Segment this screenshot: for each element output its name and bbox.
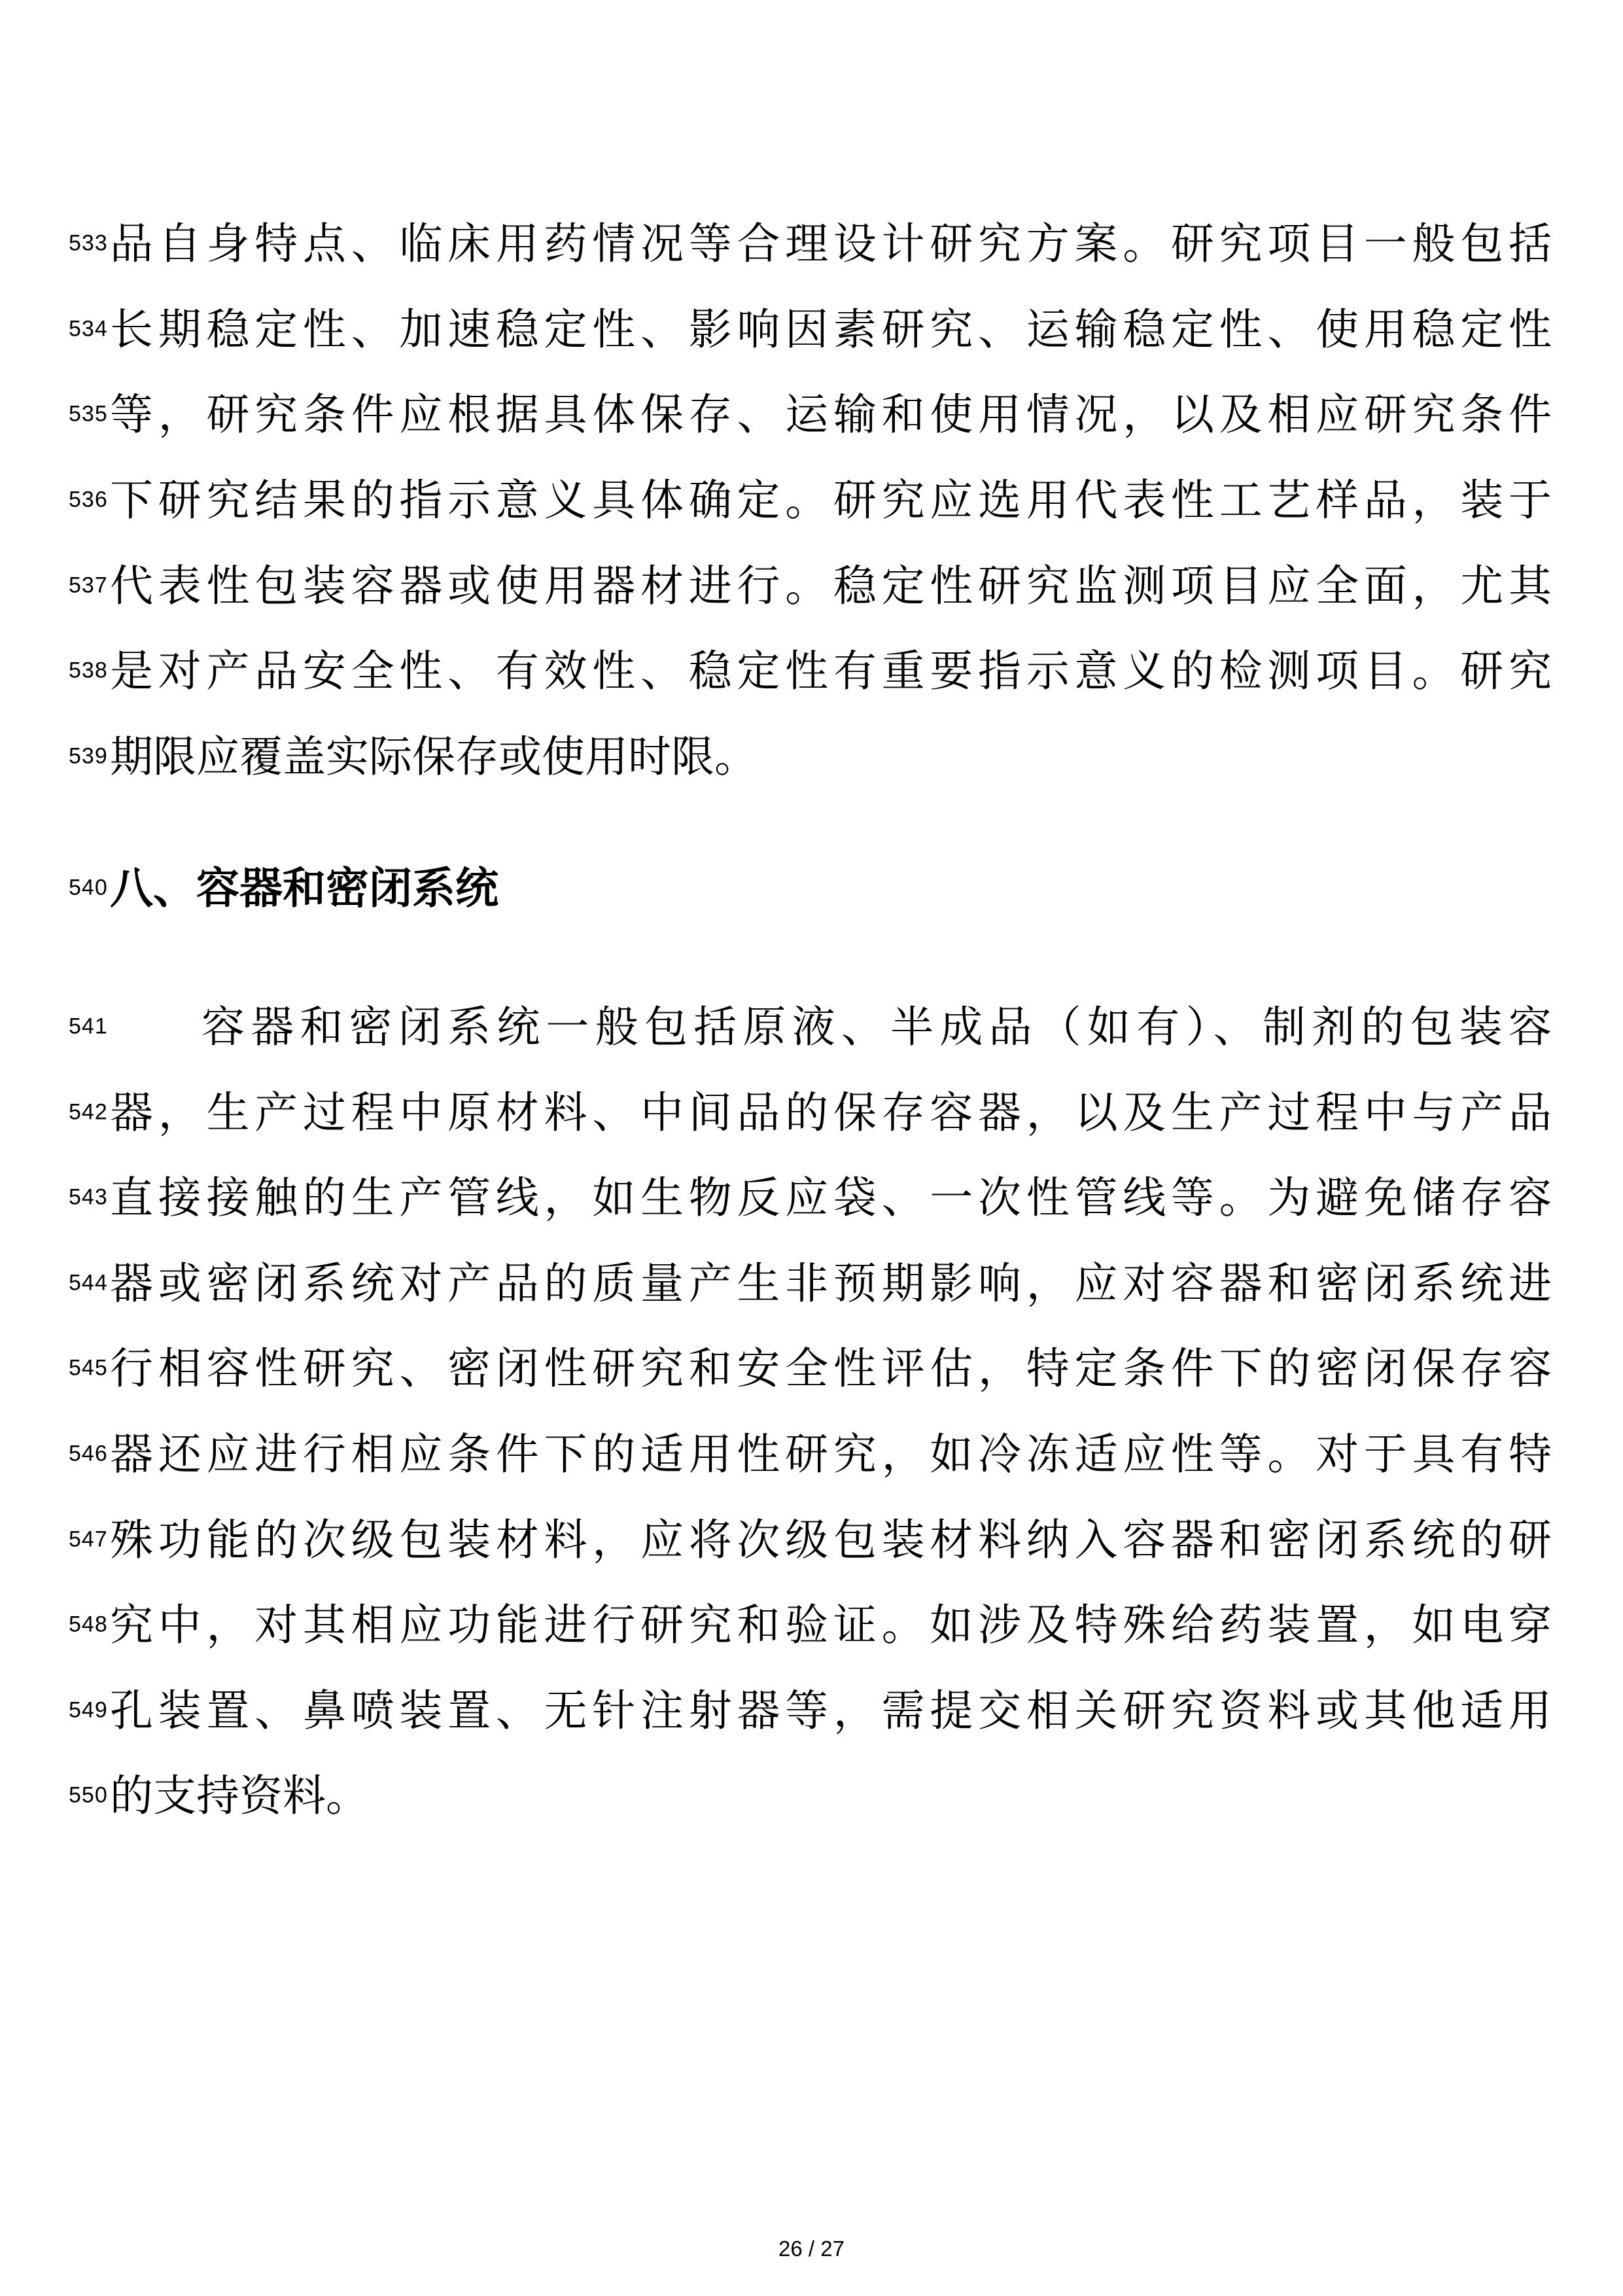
line-number: 547 (69, 1527, 108, 1552)
doc-line (0, 457, 1623, 543)
doc-line (0, 1069, 1623, 1155)
line-text: 下研究结果的指示意义具体确定。研究应选用代表性工艺样品，装于 (110, 476, 1552, 525)
line-text: 的支持资料。 (110, 1771, 369, 1820)
line-text: 长期稳定性、加速稳定性、影响因素研究、运输稳定性、使用稳定性 (110, 304, 1552, 353)
line-text: 孔装置、鼻喷装置、无针注射器等，需提交相关研究资料或其他适用 (110, 1686, 1552, 1735)
doc-line (0, 984, 1623, 1070)
line-number: 541 (69, 1014, 108, 1039)
line-text: 直接接触的生产管线，如生物反应袋、一次性管线等。为避免储存容 (110, 1173, 1552, 1222)
doc-line (0, 1326, 1623, 1411)
heading-line (0, 845, 1623, 931)
doc-line (0, 1241, 1623, 1326)
doc-line (0, 287, 1623, 372)
line-number: 535 (69, 401, 108, 427)
line-number: 550 (69, 1782, 108, 1808)
line-number: 544 (69, 1270, 108, 1296)
line-text: 殊功能的次级包装材料，应将次级包装材料纳入容器和密闭系统的研 (110, 1515, 1552, 1564)
line-number: 543 (69, 1184, 108, 1210)
line-text: 器或密闭系统对产品的质量产生非预期影响，应对容器和密闭系统进 (110, 1258, 1552, 1307)
doc-line (0, 628, 1623, 714)
doc-line (0, 714, 1623, 800)
line-number: 548 (69, 1612, 108, 1637)
line-number: 542 (69, 1099, 108, 1125)
line-number: 538 (69, 658, 108, 683)
doc-line (0, 201, 1623, 287)
doc-line (0, 1155, 1623, 1241)
line-number: 536 (69, 487, 108, 512)
line-number: 534 (69, 316, 108, 342)
line-text: 代表性包装容器或使用器材进行。稳定性研究监测项目应全面，尤其 (110, 561, 1552, 610)
doc-line (0, 1668, 1623, 1754)
line-number: 549 (69, 1697, 108, 1723)
line-number: 537 (69, 573, 108, 598)
line-number: 533 (69, 230, 108, 256)
doc-line (0, 1496, 1623, 1582)
doc-line (0, 372, 1623, 457)
doc-line (0, 1582, 1623, 1668)
line-number: 545 (69, 1355, 108, 1381)
doc-line (0, 1753, 1623, 1839)
line-text: 器还应进行相应条件下的适用性研究，如冷冻适应性等。对于具有特 (110, 1430, 1552, 1479)
line-number: 540 (69, 875, 108, 900)
line-text: 期限应覆盖实际保存或使用时限。 (110, 732, 758, 781)
line-text: 等，研究条件应根据具体保存、运输和使用情况，以及相应研究条件 (110, 390, 1552, 439)
doc-line (0, 542, 1623, 628)
line-text: 容器和密闭系统一般包括原液、半成品（如有）、制剂的包装容 (201, 1002, 1552, 1051)
line-text: 器，生产过程中原材料、中间品的保存容器，以及生产过程中与产品 (110, 1087, 1552, 1137)
document-body (0, 201, 1623, 1839)
line-text: 行相容性研究、密闭性研究和安全性评估，特定条件下的密闭保存容 (110, 1344, 1552, 1393)
line-text: 品自身特点、临床用药情况等合理设计研究方案。研究项目一般包括 (110, 219, 1552, 268)
line-text: 是对产品安全性、有效性、稳定性有重要指示意义的检测项目。研究 (110, 646, 1552, 696)
line-number: 546 (69, 1441, 108, 1466)
section-heading: 八、容器和密闭系统 (110, 864, 498, 913)
page-number-indicator: 26 / 27 (778, 2236, 845, 2261)
line-text: 究中，对其相应功能进行研究和验证。如涉及特殊给药装置，如电穿 (110, 1600, 1552, 1650)
doc-line (0, 1411, 1623, 1497)
line-number: 539 (69, 743, 108, 769)
